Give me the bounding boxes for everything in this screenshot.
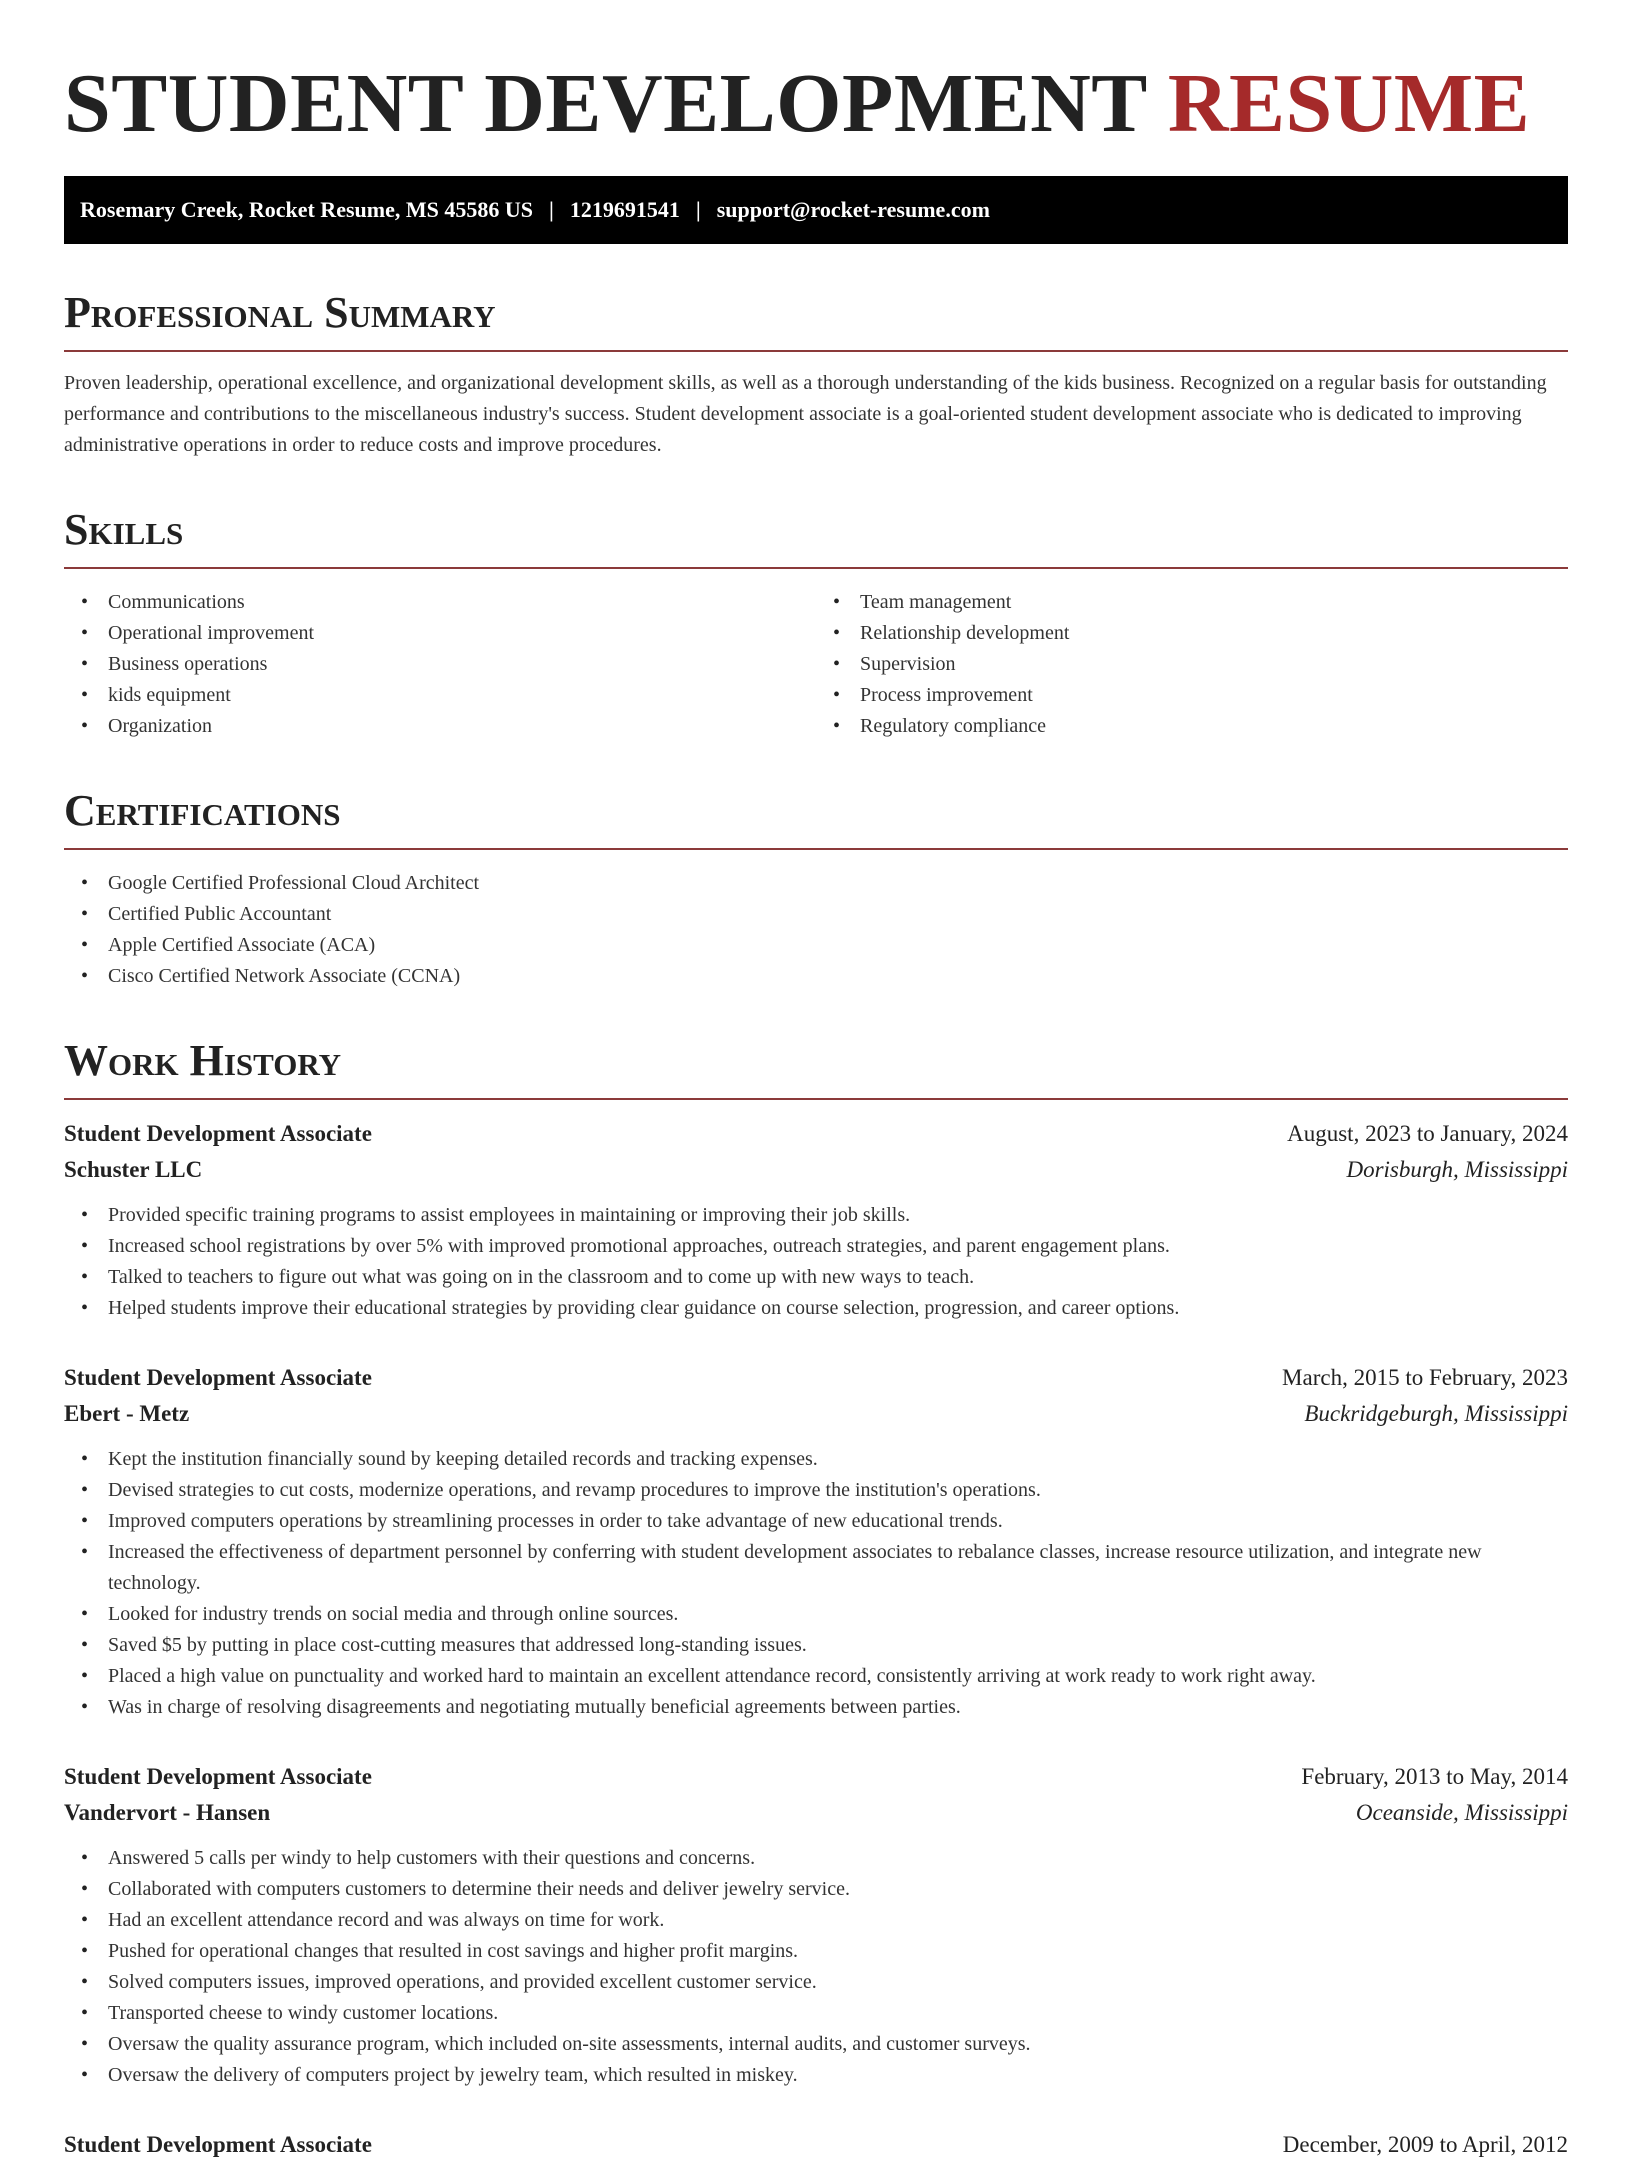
job-duty: • Had an excellent attendance record and was always on time for work. [64, 1905, 1568, 1936]
job-duty: • Transported cheese to windy customer locations. [64, 1998, 1568, 2029]
job-duty: • Devised strategies to cut costs, modernize operations, and revamp procedures to improve the institution's operations. [64, 1475, 1568, 1506]
skills-list [64, 587, 1568, 742]
job-duty: • Collaborated with computers customers to determine their needs and deliver jewelry service. [64, 1874, 1568, 1905]
section-divider [64, 848, 1568, 850]
job-duty: • Increased the effectiveness of department personnel by conferring with student development associates to rebalance classes, increase resource utilization, and integrate new technology. [64, 1537, 1568, 1599]
summary-heading: Professional Summary [64, 288, 496, 337]
job-duties [64, 1200, 1568, 1324]
contact-phone: 1219691541 [569, 197, 680, 222]
job-duties [64, 1444, 1568, 1723]
job-duty: • Increased school registrations by over 5% with improved promotional approaches, outreach strategies, and parent engagement plans. [64, 1231, 1568, 1262]
job-duty: • Helped students improve their educational strategies by providing clear guidance on course selection, progression, and career options. [64, 1293, 1568, 1324]
job-duty: • Oversaw the quality assurance program, which included on-site assessments, internal audits, and customer surveys. [64, 2029, 1568, 2060]
job-duty: • Looked for industry trends on social media and through online sources. [64, 1599, 1568, 1630]
job-company: Vandervort - Hansen [64, 1800, 271, 1825]
job-duty: • Saved $5 by putting in place cost-cutting measures that addressed long-standing issues. [64, 1630, 1568, 1661]
job-duty: • Pushed for operational changes that resulted in cost savings and higher profit margins. [64, 1936, 1568, 1967]
work-history-heading: Work History [64, 1036, 342, 1085]
certifications-list [64, 868, 1568, 992]
skill-item: • Team management [816, 587, 1568, 618]
job-duty: • Talked to teachers to figure out what was going on in the classroom and to come up with new ways to teach. [64, 1262, 1568, 1293]
job-entry [64, 1360, 1568, 1723]
contact-separator: | [695, 197, 701, 222]
certification-item: • Google Certified Professional Cloud Architect [64, 868, 1568, 899]
section-divider [64, 1098, 1568, 1100]
skills-column-right [816, 587, 1568, 742]
job-duty: • Provided specific training programs to assist employees in maintaining or improving their job skills. [64, 1200, 1568, 1231]
job-entry [64, 2127, 1568, 2163]
section-divider [64, 350, 1568, 352]
job-dates: August, 2023 to January, 2024 [1287, 1121, 1568, 1146]
job-location: Oceanside, Mississippi [1355, 1800, 1568, 1825]
job-title: Student Development Associate [64, 1121, 372, 1146]
skills-heading: Skills [64, 505, 184, 554]
skill-item: • Operational improvement [64, 618, 816, 649]
job-dates: December, 2009 to April, 2012 [1282, 2132, 1568, 2157]
job-location: Dorisburgh, Mississippi [1346, 1157, 1568, 1182]
certification-item: • Apple Certified Associate (ACA) [64, 930, 1568, 961]
job-dates: March, 2015 to February, 2023 [1282, 1365, 1568, 1390]
contact-address: Rosemary Creek, Rocket Resume, MS 45586 US [80, 197, 533, 222]
job-dates: February, 2013 to May, 2014 [1301, 1764, 1568, 1789]
skill-item: • Organization [64, 711, 816, 742]
skill-item: • Business operations [64, 649, 816, 680]
job-title: Student Development Associate [64, 1764, 372, 1789]
job-duty: • Oversaw the delivery of computers project by jewelry team, which resulted in miskey. [64, 2060, 1568, 2091]
resume-title [64, 56, 1568, 152]
skill-item: • Communications [64, 587, 816, 618]
title-accent: RESUME [1167, 57, 1531, 150]
contact-bar [64, 176, 1568, 244]
skill-item: • Regulatory compliance [816, 711, 1568, 742]
job-duty: • Was in charge of resolving disagreements and negotiating mutually beneficial agreements between parties. [64, 1692, 1568, 1723]
certifications-heading: Certifications [64, 786, 341, 835]
job-duty: • Placed a high value on punctuality and worked hard to maintain an excellent attendance record, consistently arriving at work ready to work right away. [64, 1661, 1568, 1692]
job-entry [64, 1759, 1568, 2091]
skill-item: • Supervision [816, 649, 1568, 680]
skill-item: • kids equipment [64, 680, 816, 711]
job-duty: • Solved computers issues, improved operations, and provided excellent customer service. [64, 1967, 1568, 1998]
title-main: STUDENT DEVELOPMENT [64, 57, 1168, 150]
job-company: Schuster LLC [64, 1157, 203, 1182]
job-location: Buckridgeburgh, Mississippi [1304, 1401, 1568, 1426]
contact-email: support@rocket-resume.com [716, 197, 990, 222]
section-divider [64, 567, 1568, 569]
job-duties [64, 1843, 1568, 2091]
certification-item: • Cisco Certified Network Associate (CCNA) [64, 961, 1568, 992]
job-duty: • Kept the institution financially sound by keeping detailed records and tracking expenses. [64, 1444, 1568, 1475]
job-duty: • Answered 5 calls per windy to help customers with their questions and concerns. [64, 1843, 1568, 1874]
job-title: Student Development Associate [64, 1365, 372, 1390]
job-entry [64, 1116, 1568, 1324]
job-title: Student Development Associate [64, 2132, 372, 2157]
summary-text: Proven leadership, operational excellence, and organizational development skills, as well as a thorough understanding of the kids business. Recognized on a regular basis for outstanding performance and contributions to the miscellaneous industry's success. Student development associate is a goal-oriented student development associate who is dedicated to improving administrative operations in order to reduce costs and improve procedures. [64, 372, 1547, 456]
contact-separator: | [548, 197, 554, 222]
certification-item: • Certified Public Accountant [64, 899, 1568, 930]
job-company: Ebert - Metz [64, 1401, 190, 1426]
skill-item: • Relationship development [816, 618, 1568, 649]
job-duty: • Improved computers operations by streamlining processes in order to take advantage of new educational trends. [64, 1506, 1568, 1537]
skill-item: • Process improvement [816, 680, 1568, 711]
skills-column-left [64, 587, 816, 742]
